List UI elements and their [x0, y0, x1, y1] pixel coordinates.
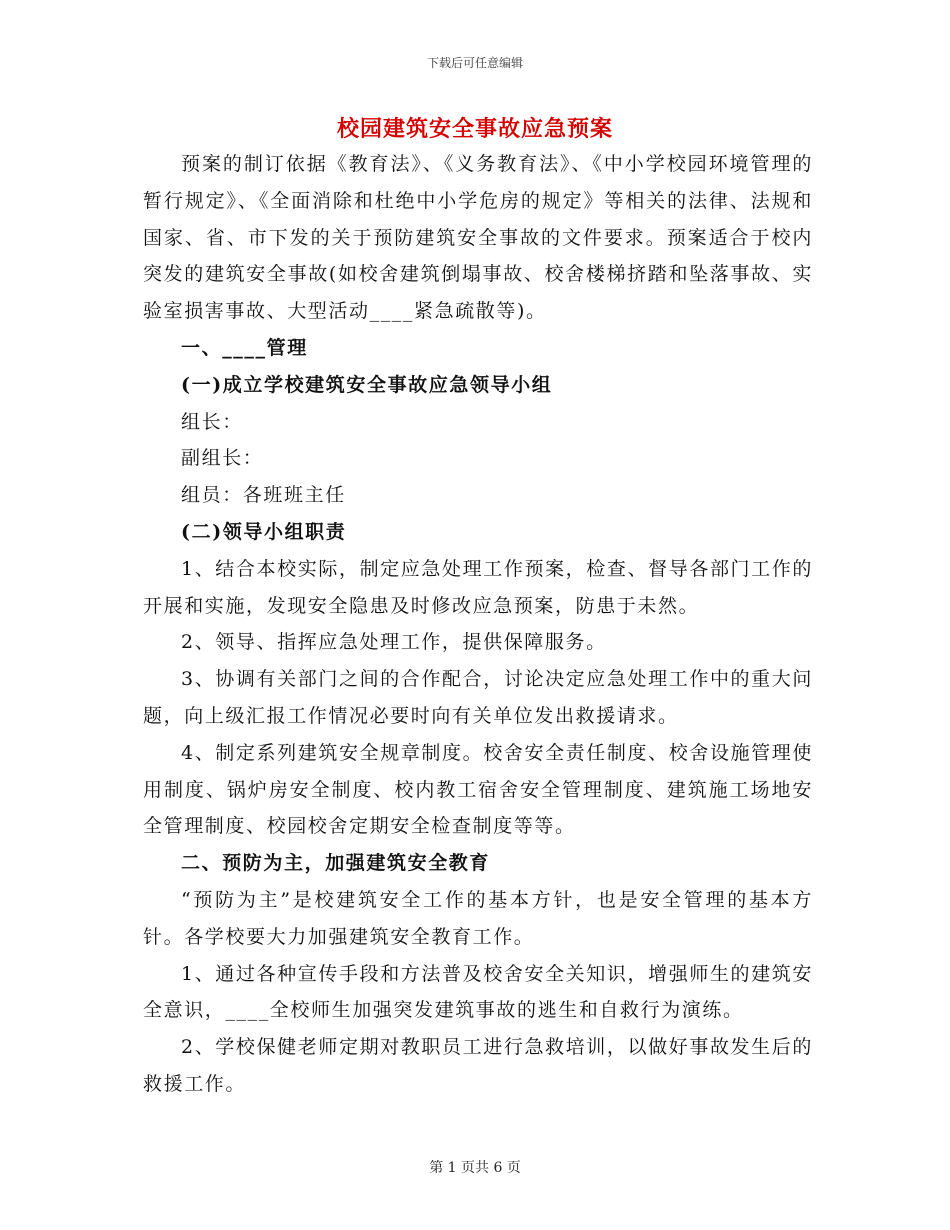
paragraph-intro: 预案的制订依据《教育法》、《义务教育法》、《中小学校园环境管理的暂行规定》、《全面消除和杜绝中小学危房的规定》等相关的法律、法规和国家、省、市下发的关于预防建筑安全事故的文件要求。预案适合于校内突发的建筑安全事故(如校舍建筑倒塌事故、校舍楼梯挤踏和坠落事故、实验室损害事故、大型活动____紧急疏散等)。	[143, 153, 813, 323]
prevention-item-1: 1、通过各种宣传手段和方法普及校舍安全关知识，增强师生的建筑安全意识，____全校师生加强突发建筑事故的逃生和自救行为演练。	[143, 962, 813, 1022]
subheading-group: (一)成立学校建筑安全事故应急领导小组	[181, 373, 553, 396]
prevention-item-2: 2、学校保健老师定期对教职员工进行急救培训，以做好事故发生后的救援工作。	[143, 1036, 813, 1095]
document-title: 校园建筑安全事故应急预案	[336, 116, 613, 142]
page-header: 下载后可任意编辑	[426, 56, 523, 70]
duty-item-2: 2、领导、指挥应急处理工作，提供保障服务。	[181, 631, 607, 654]
duty-item-1: 1、结合本校实际，制定应急处理工作预案，检查、督导各部门工作的开展和实施，发现安全隐患及时修改应急预案，防患于未然。	[143, 557, 813, 617]
duty-item-3: 3、协调有关部门之间的合作配合，讨论决定应急处理工作中的重大问题，向上级汇报工作情况必要时向有关单位发出救援请求。	[143, 668, 813, 727]
heading-section-2: 二、预防为主，加强建筑安全教育	[181, 852, 491, 875]
group-deputy-leader: 副组长：	[181, 447, 264, 470]
group-members: 组员：各班班主任	[181, 484, 346, 507]
group-leader: 组长：	[181, 410, 243, 433]
document-body	[143, 146, 813, 1103]
heading-section-1: 一、____管理	[181, 336, 308, 359]
page-footer: 第 1 页共 6 页	[429, 1160, 521, 1176]
paragraph-prevention: “预防为主”是校建筑安全工作的基本方针，也是安全管理的基本方针。各学校要大力加强建筑安全教育工作。	[143, 888, 813, 948]
subheading-duties: (二)领导小组职责	[181, 520, 347, 543]
duty-item-4: 4、制定系列建筑安全规章制度。校舍安全责任制度、校舍设施管理使用制度、锅炉房安全制度、校内教工宿舍安全管理制度、建筑施工场地安全管理制度、校园校舍定期安全检查制度等等。	[143, 741, 813, 838]
